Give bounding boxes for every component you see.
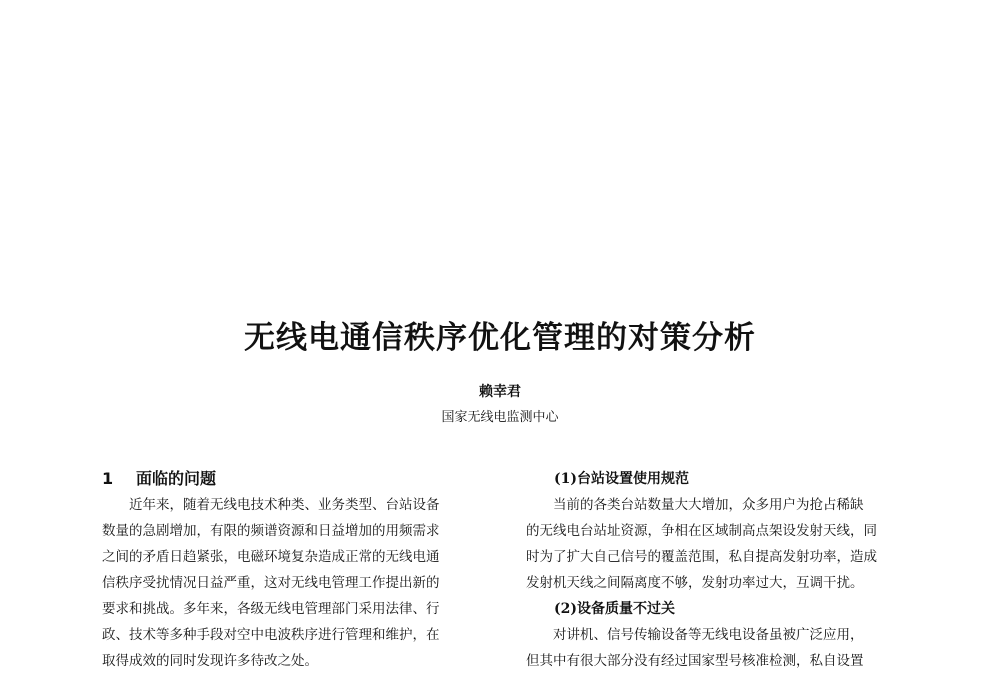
paragraph-line: 政、技术等多种手段对空中电波秩序进行管理和维护，在	[102, 627, 440, 643]
right-column	[526, 466, 914, 674]
paragraph-line: 要求和挑战。多年来，各级无线电管理部门采用法律、行	[102, 601, 440, 617]
section-title: 面临的问题	[136, 469, 217, 488]
paragraph-line: 数量的急剧增加，有限的频谱资源和日益增加的用频需求	[102, 523, 440, 539]
paragraph-line: 之间的矛盾日趋紧张，电磁环境复杂造成正常的无线电通	[102, 549, 440, 565]
paragraph-line: 当前的各类台站数量大大增加，众多用户为抢占稀缺	[553, 497, 864, 513]
paragraph-line: 发射机天线之间隔离度不够，发射功率过大，互调干扰。	[526, 575, 864, 591]
paragraph-line: 近年来，随着无线电技术种类、业务类型、台站设备	[129, 497, 440, 513]
section-number: 1	[102, 469, 114, 488]
author-affiliation: 国家无线电监测中心	[441, 410, 559, 425]
paragraph-line: 对讲机、信号传输设备等无线电设备虽被广泛应用，	[553, 627, 864, 643]
author-name: 赖幸君	[479, 384, 521, 400]
paragraph-line: 的无线电台站址资源，争相在区域制高点架设发射天线，同	[526, 523, 877, 539]
subsection-paragraph	[526, 492, 914, 596]
paragraph-line: 但其中有很大部分没有经过国家型号核准检测，私自设置	[526, 653, 864, 669]
paragraph-line: 取得成效的同时发现许多待改之处。	[102, 653, 318, 669]
paper-title: 无线电通信秩序优化管理的对策分析	[244, 320, 756, 356]
left-column	[102, 466, 490, 674]
subsection-heading: (2)设备质量不过关	[554, 601, 675, 617]
paragraph-line: 信秩序受扰情况日益严重，这对无线电管理工作提出新的	[102, 575, 440, 591]
paragraph-line: 时为了扩大自己信号的覆盖范围，私自提高发射功率，造成	[526, 549, 877, 565]
section-heading	[102, 466, 490, 492]
section-paragraph	[102, 492, 490, 674]
subsection-paragraph	[526, 622, 914, 674]
subsection-heading: (1)台站设置使用规范	[554, 471, 689, 487]
